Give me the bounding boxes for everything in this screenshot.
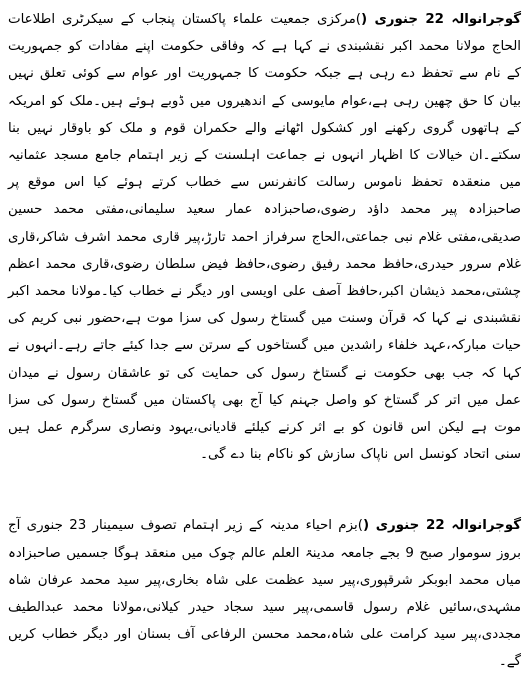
news-article-1 [8,6,521,468]
news-article-2 [8,512,521,675]
article-1-body: )مرکزی جمعیت علماء پاکستان پنجاب کے سیکرٹری اطلاعات الحاج مولانا محمد اکبر نقشبندی نے کہا ہے کہ وفاقی حکومت اپنے مفادات کو جمہوریت کے نام سے تحفظ دے رہی ہے جبکہ حکومت کا جمہوریت اور عوام سے کوئی تعلق نہیں بیان کا حق چھین رہی ہے،عوام مایوسی کے اندھیروں میں ڈوبے ہوئے ہیں۔ملک کو امریکہ کے ہاتھوں گروی رکھنے اور کشکول اٹھانے والے حکمران قوم و ملک کو باوقار نہیں بنا سکتے۔ان خیالات کا اظہار انہوں نے جماعت اہلسنت کے زیر اہتمام جامع مسجد عثمانیہ میں منعقدہ تحفظ ناموس رسالت کانفرنس سے خطاب کرتے ہوئے کیا اس موقع پر صاحبزادہ پیر محمد داؤد رضوی،صاحبزادہ عمار سعید سلیمانی،مفتی محمد حسین صدیقی،مفتی غلام نبی جماعتی،الحاج سرفراز احمد تارڑ،پیر قاری محمد اشرف شاکر،قاری غلام سرور حیدری،حافظ محمد رفیق رضوی،حافظ فیض سلطان رضوی،قاری محمد اعظم چشتی،محمد ذیشان اکبر،حافظ آصف علی اویسی اور دیگر نے خطاب کیا۔مولانا محمد اکبر نقشبندی نے کہا کہ قرآن وسنت میں گستاخ رسول کی سزا موت ہے،حضور نبی کریم کی حیات مبارکہ،عہد خلفاء راشدین میں گستاخوں کے سرتن سے جدا کیئے جاتے رہے۔انہوں نے کہا کہ جب بھی حکومت نے گستاخ رسول کی حمایت کی تو عاشقان رسول نے میدان عمل میں اتر کر گستاخ کو واصل جہنم کیا آج بھی پاکستان میں گستاخ رسول کی سزا موت ہے لیکن اس قانون کو بے اثر کرنے کیلئے قادیانی،یہود ونصاری سرگرم عمل ہیں سنی اتحاد کونسل اس ناپاک سازش کو ناکام بنا دے گی۔ [8,12,521,463]
article-1-dateline: گوجرانوالہ 22 جنوری ( [361,12,522,27]
article-2-dateline: گوجرانوالہ 22 جنوری ( [362,518,522,534]
article-2-body: )بزم احیاء مدینہ کے زیر اہتمام تصوف سیمینار 23 جنوری آج بروز سوموار صبح 9 بجے جامعہ مدینۃ العلم عالم چوک میں منعقد ہوگا جسمیں صاحبزادہ میاں محمد ابوبکر شرقپوری،پیر سید عظمت علی شاہ بخاری،پیر سید محمد عرفان شاہ مشہدی،سائیں غلام رسول قاسمی،پیر سید سجاد حیدر کیلانی،مولانا محمد عبدالطیف مجددی،پیر سید کرامت علی شاہ،محمد محسن الرفاعی آف بسنان اور دیگر خطاب کریں گے۔ [8,518,521,670]
